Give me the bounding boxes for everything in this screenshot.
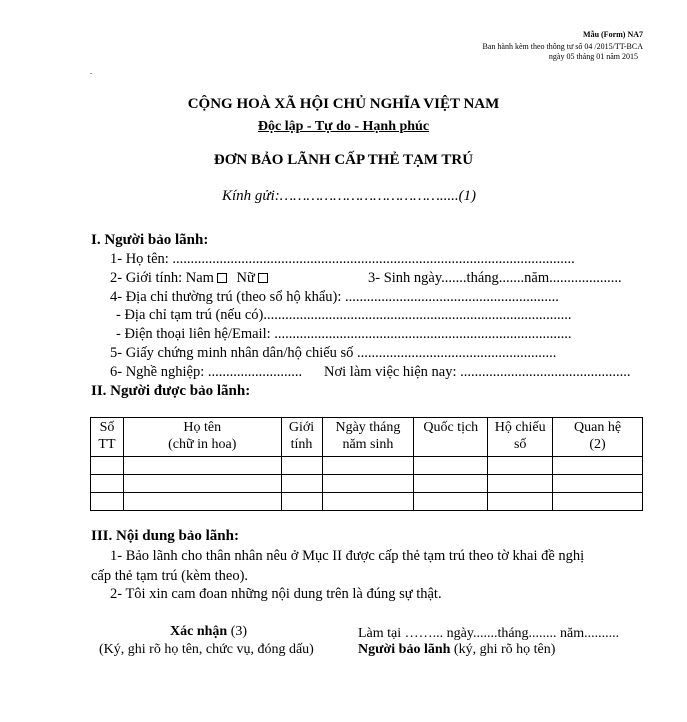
table-row[interactable] — [91, 475, 643, 493]
col-relation-header: Quan hệ (2) — [553, 418, 643, 457]
place-date-line: Làm tại ……... ngày.......tháng........ năm.......... — [358, 626, 620, 641]
col-dob-header: Ngày tháng năm sinh — [322, 418, 414, 457]
field-permanent-address: 4- Địa chỉ thường trú (theo sổ hộ khẩu): ........................................................... — [110, 289, 559, 305]
section-content-heading: III. Nội dung bảo lãnh: — [91, 528, 239, 544]
table-header-row — [91, 418, 643, 457]
female-checkbox[interactable] — [258, 273, 268, 283]
gender-male-label: 2- Giới tính: Nam — [110, 270, 214, 286]
section-guaranteed-heading: II. Người được bảo lãnh: — [91, 383, 251, 399]
guaranteed-persons-table — [90, 417, 643, 511]
national-motto: Độc lập - Tự do - Hạnh phúc — [257, 119, 430, 134]
col-no-header: Số TT — [91, 418, 124, 457]
table-row[interactable] — [91, 457, 643, 475]
document-title: ĐƠN BẢO LÃNH CẤP THẺ TẠM TRÚ — [213, 152, 474, 168]
content-item-2: 2- Tôi xin cam đoan những nội dung trên là đúng sự thật. — [110, 586, 442, 602]
confirmation-label: Xác nhận (3) — [170, 624, 248, 639]
col-passport-header: Hộ chiếu số — [488, 418, 553, 457]
field-phone-email: - Điện thoại liên hệ/Email: .................................................................................. — [116, 326, 572, 342]
field-temporary-address: - Địa chỉ tạm trú (nếu có)..................................................................................... — [116, 307, 572, 323]
gender-female-label: Nữ — [236, 270, 255, 286]
col-name-header: Họ tên (chữ in hoa) — [123, 418, 281, 457]
field-date-of-birth: 3- Sinh ngày.......tháng.......năm.................... — [368, 270, 622, 286]
col-gender-header: Giới tính — [281, 418, 322, 457]
guarantor-signature: Người bảo lãnh (ký, ghi rõ họ tên) — [358, 642, 556, 657]
form-circular-note: Ban hành kèm theo thông tư số 04 /2015/TT-BCA — [482, 42, 643, 51]
content-item-1-cont: cấp thẻ tạm trú (kèm theo). — [91, 568, 249, 584]
field-gender — [110, 270, 268, 287]
content-item-1: 1- Bảo lãnh cho thân nhân nêu ở Mục II được cấp thẻ tạm trú theo tờ khai đề nghị — [110, 548, 585, 564]
form-code: Mẫu (Form) NA7 — [583, 30, 643, 39]
male-checkbox[interactable] — [217, 273, 227, 283]
field-workplace: Nơi làm việc hiện nay: ............................................... — [324, 364, 631, 380]
confirmation-note: (Ký, ghi rõ họ tên, chức vụ, đóng dấu) — [99, 642, 314, 657]
section-guarantor-heading: I. Người bảo lãnh: — [91, 232, 209, 248]
addressee-line: Kính gửi:……………………………….....(1) — [222, 188, 477, 204]
field-occupation: 6- Nghề nghiệp: .......................... — [110, 364, 303, 380]
field-id-number: 5- Giấy chứng minh nhân dân/hộ chiếu số ....................................................... — [110, 345, 557, 361]
col-nationality-header: Quốc tịch — [414, 418, 488, 457]
stray-dot: . — [90, 67, 92, 76]
country-name: CỘNG HOÀ XÃ HỘI CHỦ NGHĨA VIỆT NAM — [187, 96, 500, 112]
field-full-name: 1- Họ tên: ............................................................................................................... — [110, 251, 575, 267]
table-row[interactable] — [91, 493, 643, 511]
form-circular-date: ngày 05 tháng 01 năm 2015 — [548, 52, 638, 61]
